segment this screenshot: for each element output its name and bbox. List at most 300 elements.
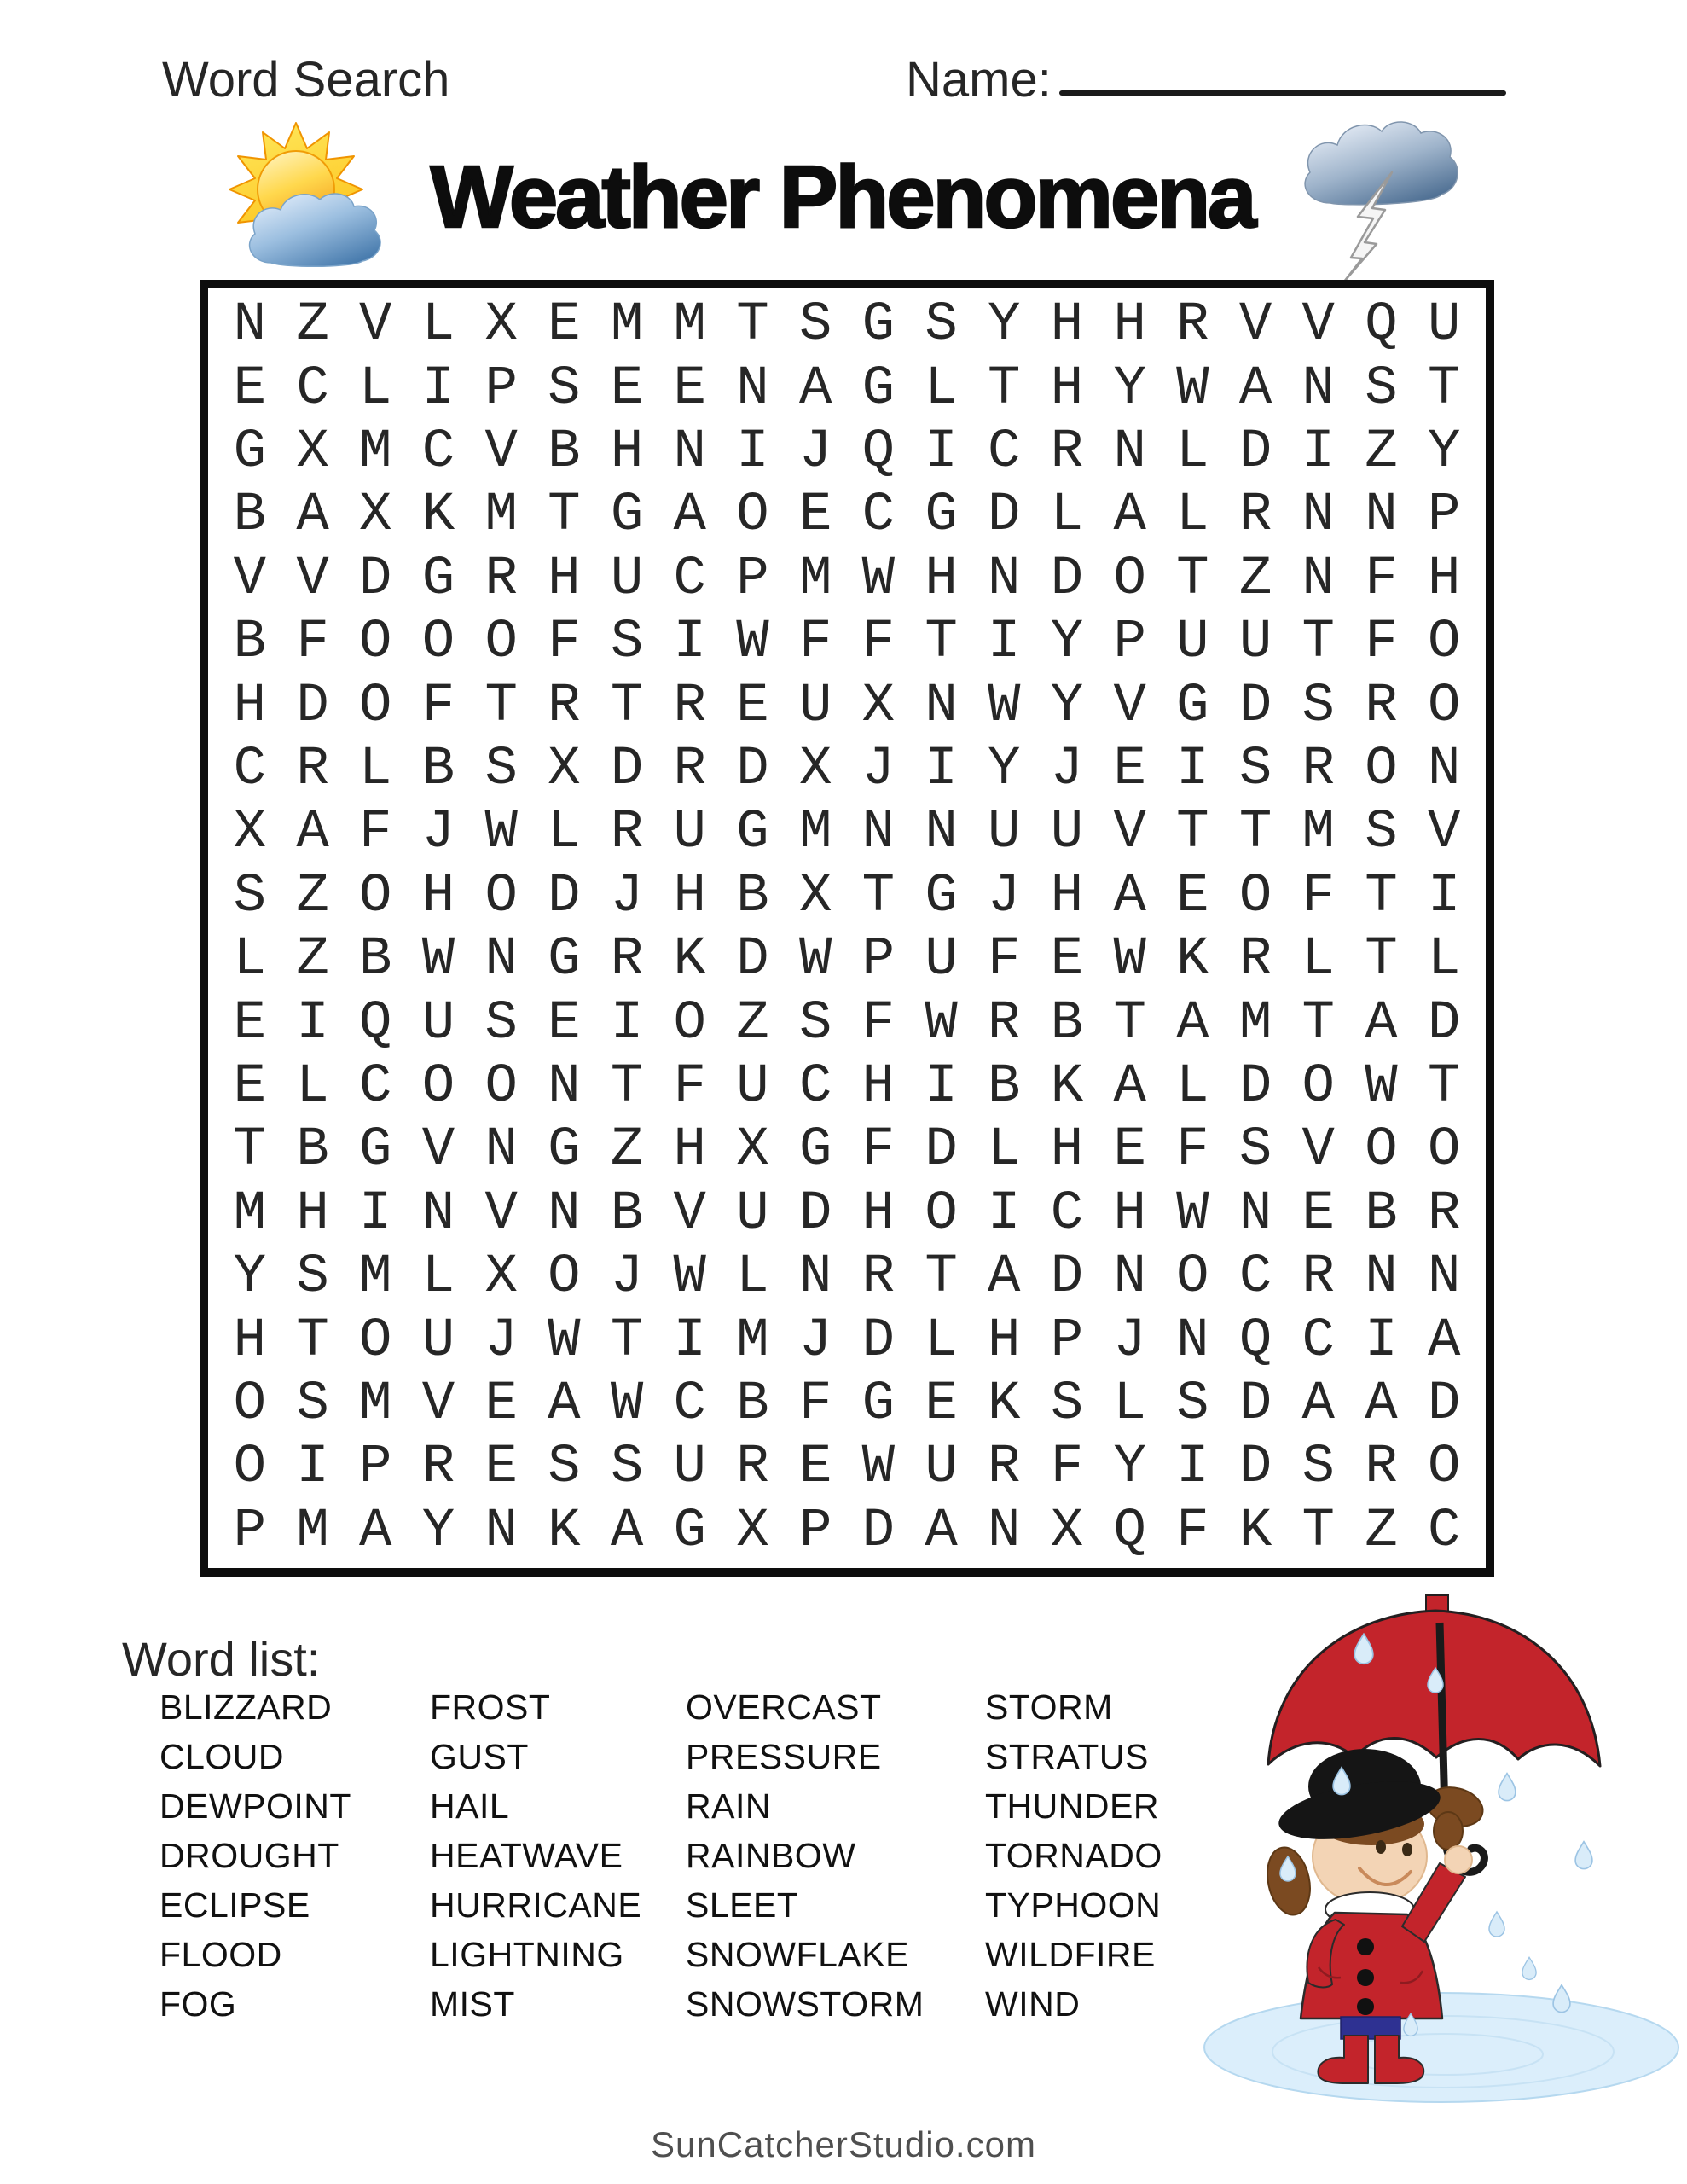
grid-cell: P [798,1500,832,1562]
grid-cell: V [484,421,518,483]
grid-cell: L [548,802,581,864]
grid-cell: Z [296,865,329,927]
grid-cell: K [1176,929,1209,991]
grid-cell: D [359,548,392,610]
grid-cell: F [861,612,896,674]
grid-cell: G [548,1119,581,1182]
grid-cell: S [610,612,644,674]
grid-cell: S [610,1437,644,1499]
grid-cell: T [484,675,518,737]
grid-cell: I [1176,738,1209,800]
grid-cell: O [1176,1246,1209,1309]
grid-cell: L [1427,929,1461,991]
grid-cell: L [359,357,392,420]
grid-cell: X [736,1119,769,1182]
grid-cell: J [798,1310,832,1372]
grid-cell: N [233,294,267,357]
grid-cell: N [798,1246,832,1309]
grid-cell: Z [736,992,769,1054]
grid-cell: U [610,548,644,610]
grid-cell: Y [421,1500,455,1562]
grid-cell: V [421,1373,455,1435]
grid-cell: T [925,612,958,674]
grid-cell: V [1427,802,1461,864]
grid-cell: Q [1113,1500,1146,1562]
grid-cell: E [1113,1119,1146,1182]
grid-cell: N [1427,738,1461,800]
grid-cell: W [548,1310,581,1372]
grid-cell: D [610,738,644,800]
grid-cell: X [359,485,392,547]
grid-cell: G [359,1119,392,1182]
grid-cell: I [421,357,455,420]
grid-cell: C [421,421,455,483]
grid-cell: K [1050,1055,1084,1118]
grid-cell: I [610,992,644,1054]
grid-cell: D [1238,421,1272,483]
grid-cell: L [359,738,392,800]
grid-cell: J [421,802,455,864]
grid-cell: A [925,1500,958,1562]
grid-cell: G [673,1500,706,1562]
grid-cell: R [610,929,644,991]
grid-cell: B [1050,992,1084,1054]
grid-cell: C [673,548,706,610]
grid-cell: L [1050,485,1084,547]
grid-cell: V [421,1119,455,1182]
grid-cell: H [861,1182,896,1245]
grid-cell: V [1238,294,1272,357]
grid-cell: W [1176,1182,1209,1245]
grid-cell: T [1427,357,1461,420]
grid-cell: T [233,1119,267,1182]
word-item: WIND [985,1984,1081,2024]
button [1357,1938,1374,1955]
grid-cell: H [1050,294,1084,357]
grid-cell: B [359,929,392,991]
grid-cell: H [673,865,706,927]
grid-cell: I [736,421,769,483]
word-item: ECLIPSE [159,1885,310,1925]
grid-cell: F [798,1373,832,1435]
grid-cell: G [736,802,769,864]
grid-cell: F [673,1055,706,1118]
grid-cell: I [673,612,706,674]
grid-cell: R [673,738,706,800]
grid-cell: H [1113,294,1146,357]
grid-cell: R [988,992,1021,1054]
grid-cell: U [421,1310,455,1372]
grid-cell: C [673,1373,706,1435]
storm-cloud-lightning-icon [1279,109,1501,297]
word-item: STORM [985,1687,1113,1727]
worksheet-type-label: Word Search [162,52,450,107]
grid-cell: S [1238,738,1272,800]
grid-cell: D [1238,1055,1272,1118]
grid-cell: T [988,357,1021,420]
word-item: HAIL [430,1786,510,1826]
grid-cell: R [1301,1246,1335,1309]
grid-cell: C [233,738,267,800]
grid-cell: K [548,1500,581,1562]
grid-cell: H [673,1119,706,1182]
grid-cell: X [484,1246,518,1309]
grid-cell: F [988,929,1021,991]
grid-cell: I [1365,1310,1398,1372]
grid-cell: B [233,485,267,547]
grid-cell: I [925,421,958,483]
grid-cell: A [1365,992,1398,1054]
grid-cell: N [421,1182,455,1245]
grid-cell: H [925,548,958,610]
grid-cell: A [1113,1055,1146,1118]
grid-cell: G [925,865,958,927]
grid-cell: E [1301,1182,1335,1245]
footer-credit: SunCatcherStudio.com [651,2124,1036,2164]
grid-cell: U [673,802,706,864]
grid-cell: D [548,865,581,927]
grid-cell: M [233,1182,267,1245]
grid-cell: N [548,1055,581,1118]
word-column [159,1682,351,2029]
grid-cell: F [861,1119,896,1182]
grid-cell: E [1113,738,1146,800]
grid-cell: W [421,929,455,991]
grid-cell: H [1050,1119,1084,1182]
grid-cell: M [1238,992,1272,1054]
grid-cell: G [861,357,896,420]
grid-cell: W [988,675,1021,737]
grid-cell: T [1176,802,1209,864]
grid-cell: F [1050,1437,1084,1499]
grid-cell: R [484,548,518,610]
word-item: PRESSURE [686,1737,882,1776]
grid-cell: L [1176,1055,1209,1118]
grid-cell: S [296,1373,329,1435]
grid-cell: O [1427,1437,1461,1499]
grid-cell: E [548,992,581,1054]
grid-cell: Y [1113,357,1146,420]
name-line [1059,90,1506,96]
grid-cell: H [861,1055,896,1118]
grid-cell: C [1427,1500,1461,1562]
grid-cell: W [1176,357,1209,420]
grid-cell: C [1238,1246,1272,1309]
grid-cell: M [484,485,518,547]
grid-cell: I [359,1182,392,1245]
grid-cell: Z [610,1119,644,1182]
grid-cell: V [359,294,392,357]
grid-cell: V [1301,294,1335,357]
grid-cell: N [1427,1246,1461,1309]
grid-cell: T [1427,1055,1461,1118]
left-eye [1376,1840,1386,1854]
grid-cell: Y [233,1246,267,1309]
button [1357,1969,1374,1986]
grid-cell: X [233,802,267,864]
grid-cell: P [1427,485,1461,547]
grid-cell: J [484,1310,518,1372]
grid-cell: W [736,612,769,674]
grid-cell: G [798,1119,832,1182]
grid-cell: R [1365,675,1398,737]
grid-cell: D [1238,1437,1272,1499]
grid-cell: B [296,1119,329,1182]
grid-cell: N [1176,1310,1209,1372]
grid-cell: S [1050,1373,1084,1435]
grid-cell: D [988,485,1021,547]
grid-cell: S [296,1246,329,1309]
grid-cell: B [548,421,581,483]
grid-cell: Z [1365,421,1398,483]
grid-cell: U [1427,294,1461,357]
grid-cell: M [673,294,706,357]
grid-cell: F [296,612,329,674]
grid-cell: B [736,1373,769,1435]
grid-cell: S [798,294,832,357]
grid-cell: T [1176,548,1209,610]
grid-cell: S [798,992,832,1054]
grid-cell: O [1427,1119,1461,1182]
grid-cell: N [484,929,518,991]
word-item: DEWPOINT [159,1786,351,1826]
grid-cell: V [673,1182,706,1245]
grid-cell: R [421,1437,455,1499]
grid-cell: C [798,1055,832,1118]
grid-cell: G [548,929,581,991]
grid-cell: I [296,1437,329,1499]
grid-cell: W [484,802,518,864]
word-item: WILDFIRE [985,1935,1156,1974]
grid-cell: D [1238,675,1272,737]
grid-cell: D [861,1500,896,1562]
grid-cell: B [736,865,769,927]
grid-cell: G [925,485,958,547]
grid-cell: V [1301,1119,1335,1182]
grid-cell: M [1301,802,1335,864]
grid-cell: I [296,992,329,1054]
grid-cell: R [610,802,644,864]
word-item: CLOUD [159,1737,285,1776]
word-item: THUNDER [985,1786,1159,1826]
grid-cell: D [1238,1373,1272,1435]
grid-cell: D [1427,992,1461,1054]
grid-cell: E [1050,929,1084,991]
grid-cell: A [1176,992,1209,1054]
grid-cell: O [1427,612,1461,674]
button [1357,1998,1374,2015]
grid-cell: L [421,1246,455,1309]
grid-cell: J [988,865,1021,927]
grid-cell: R [736,1437,769,1499]
grid-cell: M [296,1500,329,1562]
grid-cell: S [925,294,958,357]
grid-cell: T [296,1310,329,1372]
grid-cell: F [548,612,581,674]
hand [1445,1846,1472,1873]
grid-cell: O [1301,1055,1335,1118]
grid-cell: D [925,1119,958,1182]
word-item: TYPHOON [985,1885,1162,1925]
word-item: HURRICANE [430,1885,642,1925]
grid-cell: C [861,485,896,547]
grid-cell: X [296,421,329,483]
grid-cell: A [1365,1373,1398,1435]
grid-cell: O [1427,675,1461,737]
grid-cell: F [359,802,392,864]
grid-cell: E [925,1373,958,1435]
grid-cell: O [736,485,769,547]
grid-cell: G [861,294,896,357]
grid-cell: D [736,738,769,800]
grid-cell: U [1176,612,1209,674]
grid-cell: N [861,802,896,864]
grid-cell: A [1427,1310,1461,1372]
grid-cell: L [1301,929,1335,991]
grid-cell: I [1301,421,1335,483]
grid-cell: L [1176,485,1209,547]
grid-cell: O [548,1246,581,1309]
grid-cell: E [610,357,644,420]
grid-cell: O [484,1055,518,1118]
grid-cell: P [484,357,518,420]
grid-cell: W [1113,929,1146,991]
right-hair-curl-low [1434,1812,1463,1850]
grid-cell: B [233,612,267,674]
grid-cell: N [1365,1246,1398,1309]
grid-cell: R [548,675,581,737]
grid-cell: Y [1113,1437,1146,1499]
grid-cell: U [988,802,1021,864]
grid-cell: E [233,357,267,420]
grid-cell: C [988,421,1021,483]
word-column [686,1682,924,2029]
grid-cell: Q [1365,294,1398,357]
word-item: RAINBOW [686,1836,856,1875]
grid-cell: M [359,421,392,483]
grid-cell: M [359,1373,392,1435]
grid-cell: I [673,1310,706,1372]
word-item: SLEET [686,1885,799,1925]
grid-cell: N [925,802,958,864]
grid-cell: T [610,1055,644,1118]
grid-cell: E [673,357,706,420]
grid-cell: P [233,1500,267,1562]
grid-cell: H [233,675,267,737]
grid-cell: Z [296,294,329,357]
grid-cell: D [798,1182,832,1245]
grid-cell: A [359,1500,392,1562]
grid-cell: P [736,548,769,610]
grid-cell: F [1176,1119,1209,1182]
word-item: STRATUS [985,1737,1149,1776]
grid-cell: B [610,1182,644,1245]
grid-cell: R [296,738,329,800]
grid-cell: I [988,1182,1021,1245]
word-item: SNOWSTORM [686,1984,925,2024]
grid-cell: R [861,1246,896,1309]
grid-cell: F [1176,1500,1209,1562]
grid-cell: J [861,738,896,800]
grid-cell: V [1113,675,1146,737]
grid-cell: V [233,548,267,610]
grid-cell: R [1301,738,1335,800]
grid-cell: N [1301,485,1335,547]
grid-cell: L [1113,1373,1146,1435]
grid-cell: D [1427,1373,1461,1435]
grid-cell: X [1050,1500,1084,1562]
grid-cell: N [1238,1182,1272,1245]
grid-cell: G [610,485,644,547]
grid-cell: S [548,357,581,420]
grid-cell: X [861,675,896,737]
grid-cell: P [861,929,896,991]
grid-cell: B [988,1055,1021,1118]
grid-cell: D [1050,548,1084,610]
grid-cell: E [736,675,769,737]
grid-cell: O [421,612,455,674]
grid-cell: D [861,1310,896,1372]
grid-cell: R [1365,1437,1398,1499]
grid-cell: A [988,1246,1021,1309]
grid-cell: F [1365,548,1398,610]
word-list-heading: Word list: [122,1632,321,1686]
grid-cell: H [296,1182,329,1245]
grid-cell: N [1301,548,1335,610]
grid-cell: J [1113,1310,1146,1372]
grid-cell: T [1365,865,1398,927]
word-item: GUST [430,1737,529,1776]
grid-cell: C [296,357,329,420]
grid-cell: W [861,548,896,610]
grid-cell: B [1365,1182,1398,1245]
grid-cell: U [925,1437,958,1499]
grid-cell: S [548,1437,581,1499]
grid-cell: S [1365,357,1398,420]
grid-cell: A [610,1500,644,1562]
grid-cell: Y [988,738,1021,800]
word-item: TORNADO [985,1836,1162,1875]
grid-cell: O [925,1182,958,1245]
grid-cell: H [988,1310,1021,1372]
grid-cell: R [1427,1182,1461,1245]
grid-cell: O [1238,865,1272,927]
grid-cell: N [1365,485,1398,547]
grid-cell: S [1365,802,1398,864]
word-item: FLOOD [159,1935,282,1974]
grid-cell: V [296,548,329,610]
grid-cell: E [484,1373,518,1435]
word-item: LIGHTNING [430,1935,624,1974]
grid-cell: A [1113,485,1146,547]
grid-cell: T [1301,992,1335,1054]
girl-with-red-umbrella-illustration [1194,1587,1687,2116]
grid-cell: L [988,1119,1021,1182]
grid-cell: S [233,865,267,927]
grid-cell: O [359,1310,392,1372]
grid-cell: O [1113,548,1146,610]
grid-cell: S [1238,1119,1272,1182]
grid-cell: F [421,675,455,737]
sun-behind-cloud-icon [207,119,412,282]
grid-cell: O [484,865,518,927]
grid-cell: O [233,1437,267,1499]
grid-cell: Y [1050,612,1084,674]
grid-cell: S [484,992,518,1054]
grid-cell: J [1050,738,1084,800]
grid-cell: M [798,548,832,610]
grid-cell: Q [1238,1310,1272,1372]
